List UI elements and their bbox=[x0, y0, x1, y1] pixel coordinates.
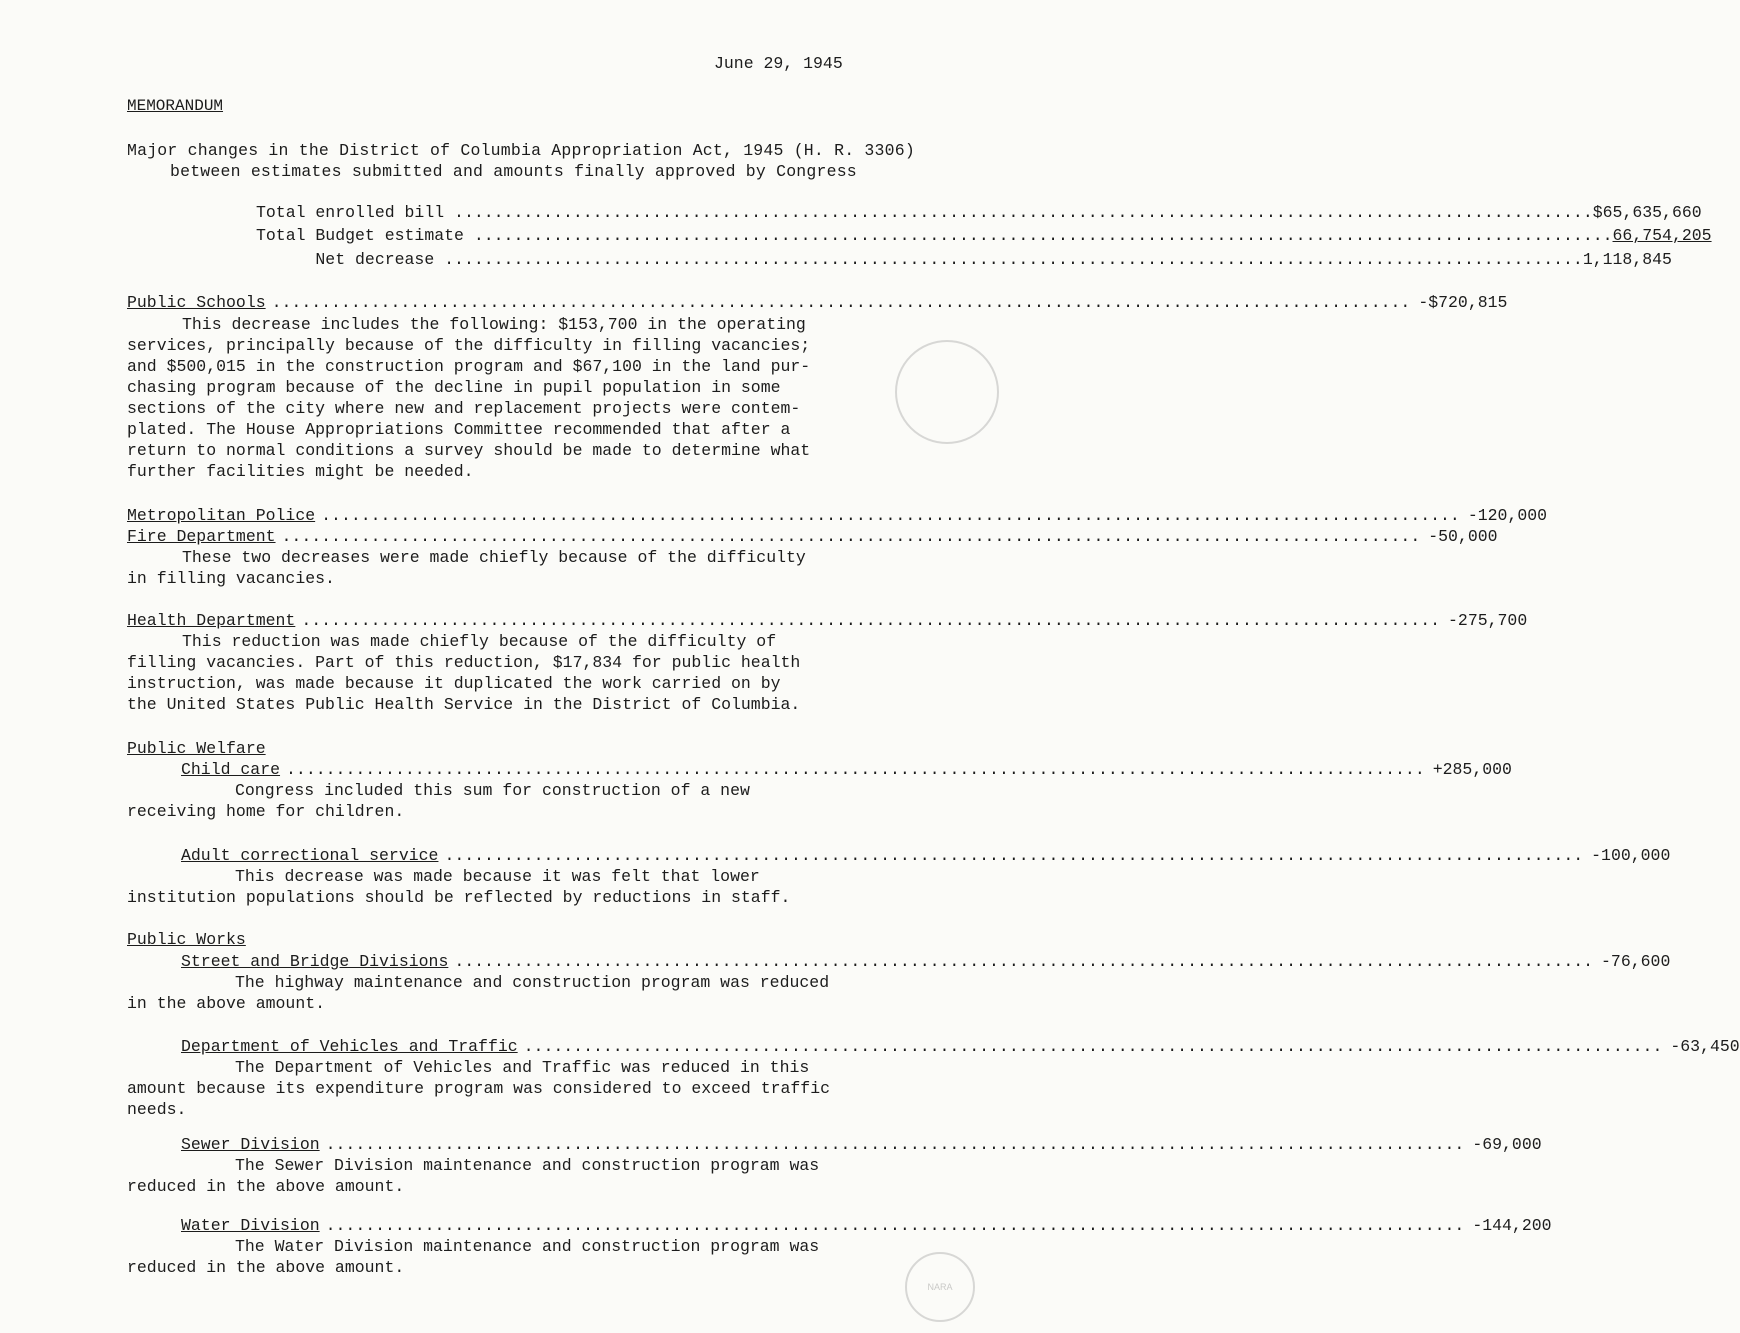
archive-stamp bbox=[895, 340, 999, 444]
item-label: Adult correctional service bbox=[181, 846, 439, 865]
item-label: Metropolitan Police bbox=[127, 506, 316, 525]
memo-heading: MEMORANDUM bbox=[127, 97, 224, 115]
leader-dots: ................................................................................................................... bbox=[325, 1216, 1465, 1235]
stamp-label: NARA bbox=[927, 1282, 953, 1292]
section-heading-public-works: Public Works bbox=[127, 930, 246, 949]
item-label: Water Division bbox=[181, 1216, 320, 1235]
text-line: This decrease includes the following: $153,700 in the operating bbox=[182, 315, 806, 334]
text-line: and $500,015 in the construction program and $67,100 in the land pur- bbox=[127, 357, 811, 376]
summary-label: Total Budget estimate bbox=[256, 226, 474, 245]
summary-amount: 1,118,845 bbox=[1582, 250, 1672, 269]
text-line: The Department of Vehicles and Traffic was reduced in this bbox=[235, 1058, 810, 1077]
item-amount: -100,000 bbox=[1591, 846, 1671, 865]
text-line: This decrease was made because it was felt that lower bbox=[235, 867, 760, 886]
leader-dots: ................................................................................................................... bbox=[454, 203, 1593, 222]
text-line: amount because its expenditure program was considered to exceed traffic bbox=[127, 1079, 831, 1098]
item-metropolitan-police bbox=[127, 505, 1548, 526]
leader-dots: ................................................................................................................... bbox=[523, 1037, 1663, 1056]
street-bridge-text bbox=[127, 972, 867, 1014]
title-line-1: Major changes in the District of Columbia Appropriation Act, 1945 (H. R. 3306) bbox=[127, 141, 915, 160]
item-amount: -$720,815 bbox=[1418, 293, 1508, 312]
item-label: Health Department bbox=[127, 611, 296, 630]
police-fire-text bbox=[127, 547, 867, 589]
item-amount: -50,000 bbox=[1428, 527, 1498, 546]
item-label: Fire Department bbox=[127, 527, 276, 546]
text-line: These two decreases were made chiefly because of the difficulty bbox=[182, 548, 806, 567]
leader-dots: ................................................................................................................... bbox=[473, 226, 1613, 245]
leader-dots: ................................................................................................................... bbox=[271, 293, 1411, 312]
item-label: Public Schools bbox=[127, 293, 266, 312]
leader-dots: ................................................................................................................... bbox=[321, 506, 1460, 525]
vehicles-traffic-text bbox=[127, 1057, 867, 1120]
summary-amount: $65,635,660 bbox=[1592, 203, 1702, 222]
text-line: needs. bbox=[127, 1100, 187, 1119]
archive-stamp-nara bbox=[905, 1252, 975, 1322]
water-division-text bbox=[127, 1236, 867, 1278]
text-line: in the above amount. bbox=[127, 994, 326, 1013]
health-text bbox=[127, 631, 867, 715]
item-amount: -63,450 bbox=[1670, 1037, 1740, 1056]
public-schools-text bbox=[127, 314, 867, 482]
text-line: institution populations should be reflected by reductions in staff. bbox=[127, 888, 791, 907]
item-water-division bbox=[181, 1215, 1552, 1236]
text-line: chasing program because of the decline in pupil population in some bbox=[127, 378, 781, 397]
text-line: receiving home for children. bbox=[127, 802, 405, 821]
text-line: the United States Public Health Service in the District of Columbia. bbox=[127, 695, 801, 714]
leader-dots: ................................................................................................................... bbox=[301, 611, 1441, 630]
item-amount: +285,000 bbox=[1432, 760, 1512, 779]
item-amount: -120,000 bbox=[1467, 506, 1548, 525]
summary-row-budget bbox=[256, 225, 1712, 246]
item-amount: -76,600 bbox=[1601, 952, 1671, 971]
item-child-care bbox=[181, 759, 1512, 780]
item-health-department bbox=[127, 610, 1528, 631]
text-line: The Water Division maintenance and construction program was bbox=[235, 1237, 820, 1256]
summary-label: Net decrease bbox=[256, 250, 445, 269]
leader-dots: ................................................................................................................... bbox=[444, 250, 1583, 269]
text-line: further facilities might be needed. bbox=[127, 462, 474, 481]
text-line: Congress included this sum for construction of a new bbox=[235, 781, 750, 800]
item-label: Street and Bridge Divisions bbox=[181, 952, 449, 971]
summary-label: Total enrolled bill bbox=[256, 203, 455, 222]
item-sewer-division bbox=[181, 1134, 1542, 1155]
title-line-2: between estimates submitted and amounts finally approved by Congress bbox=[170, 162, 857, 181]
section-heading-public-welfare: Public Welfare bbox=[127, 739, 266, 758]
item-label: Department of Vehicles and Traffic bbox=[181, 1037, 518, 1056]
text-line: in filling vacancies. bbox=[127, 569, 335, 588]
item-amount: -69,000 bbox=[1472, 1135, 1542, 1154]
sewer-division-text bbox=[127, 1155, 867, 1197]
item-label: Sewer Division bbox=[181, 1135, 320, 1154]
leader-dots: ................................................................................................................... bbox=[281, 527, 1421, 546]
item-amount: -275,700 bbox=[1448, 611, 1528, 630]
text-line: reduced in the above amount. bbox=[127, 1258, 405, 1277]
text-line: The highway maintenance and construction program was reduced bbox=[235, 973, 830, 992]
item-public-schools bbox=[127, 292, 1508, 313]
summary-amount: 66,754,205 bbox=[1612, 226, 1712, 245]
leader-dots: ................................................................................................................... bbox=[325, 1135, 1465, 1154]
text-line: reduced in the above amount. bbox=[127, 1177, 405, 1196]
item-fire-department bbox=[127, 526, 1498, 547]
text-line: return to normal conditions a survey should be made to determine what bbox=[127, 441, 811, 460]
child-care-text bbox=[127, 780, 867, 822]
text-line: filling vacancies. Part of this reduction, $17,834 for public health bbox=[127, 653, 801, 672]
item-adult-correctional-service bbox=[181, 845, 1671, 866]
item-street-bridge bbox=[181, 951, 1671, 972]
text-line: This reduction was made chiefly because of the difficulty of bbox=[182, 632, 777, 651]
text-line: plated. The House Appropriations Committee recommended that after a bbox=[127, 420, 791, 439]
item-label: Child care bbox=[181, 760, 281, 779]
item-vehicles-traffic bbox=[181, 1036, 1740, 1057]
summary-row-enrolled bbox=[256, 202, 1702, 223]
leader-dots: ................................................................................................................... bbox=[454, 952, 1594, 971]
leader-dots: ................................................................................................................... bbox=[444, 846, 1584, 865]
adult-correctional-text bbox=[127, 866, 867, 908]
memo-date: June 29, 1945 bbox=[714, 54, 843, 73]
text-line: instruction, was made because it duplicated the work carried on by bbox=[127, 674, 781, 693]
text-line: services, principally because of the difficulty in filling vacancies; bbox=[127, 336, 811, 355]
leader-dots: ................................................................................................................... bbox=[286, 760, 1425, 779]
text-line: sections of the city where new and replacement projects were contem- bbox=[127, 399, 801, 418]
summary-row-net bbox=[256, 249, 1672, 270]
item-amount: -144,200 bbox=[1472, 1216, 1552, 1235]
text-line: The Sewer Division maintenance and construction program was bbox=[235, 1156, 820, 1175]
